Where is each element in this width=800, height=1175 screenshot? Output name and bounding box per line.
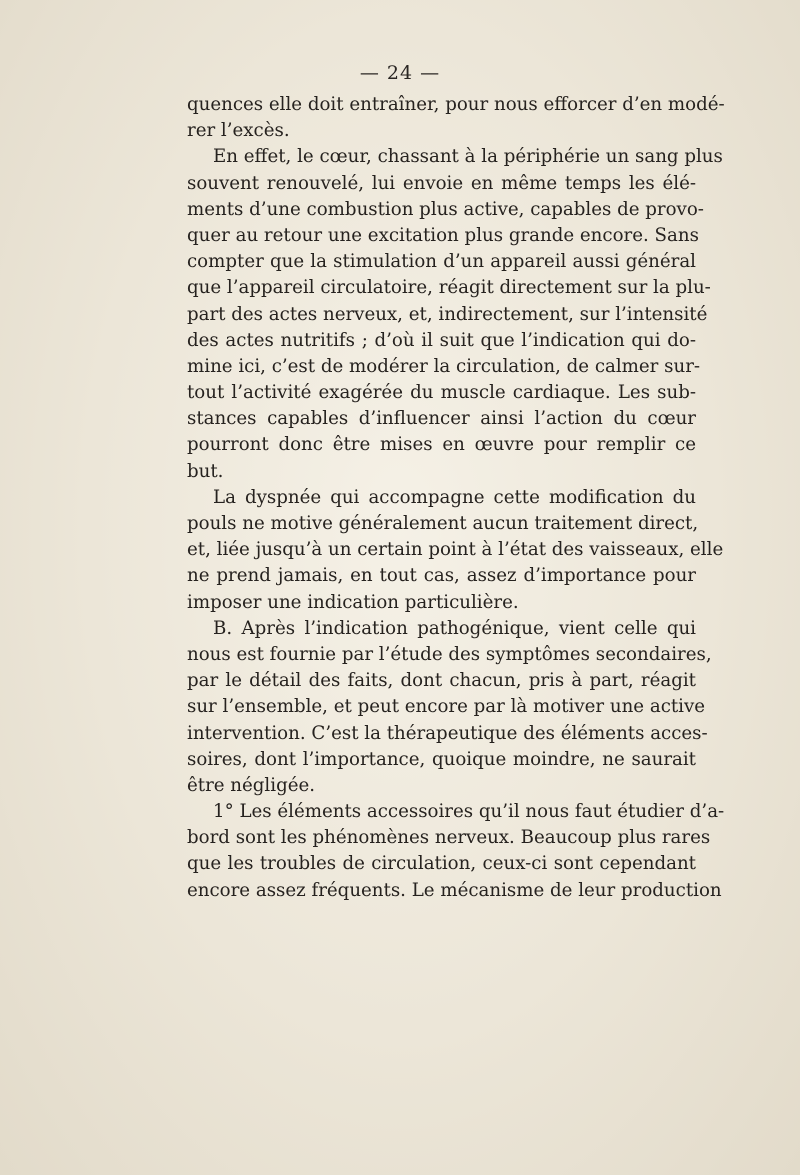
text-line: imposer une indication particulière. [187, 591, 519, 613]
text-line: mine ici, c’est de modérer la circulation, de calmer sur- [187, 355, 701, 377]
text-line: ments d’une combustion plus active, capables de provo- [187, 198, 704, 220]
text-line: quences elle doit entraîner, pour nous efforcer d’en modé- [187, 94, 725, 115]
text-line: rer l’excès. [187, 120, 290, 142]
text-line: pourront donc être mises en œuvre pour remplir ce [187, 434, 696, 456]
text-line: souvent renouvelé, lui envoie en même temps les élé- [187, 172, 696, 194]
text-line: intervention. C’est la thérapeutique des éléments acces- [187, 722, 708, 744]
text-line: que l’appareil circulatoire, réagit directement sur la plu- [187, 277, 711, 299]
text-line: compter que la stimulation d’un appareil aussi général [187, 251, 696, 273]
text-line: stances capables d’influencer ainsi l’action du cœur [187, 408, 696, 430]
text-line: part des actes nerveux, et, indirectement, sur l’intensité [187, 303, 708, 325]
text-line: bord sont les phénomènes nerveux. Beaucoup plus rares [187, 827, 711, 849]
text-line: 1° Les éléments accessoires qu’il nous faut étudier d’a- [213, 801, 725, 823]
text-line: être négligée. [187, 774, 316, 796]
page-number-header: — 24 — [359, 62, 441, 84]
text-line: nous est fournie par l’étude des symptômes secondaires, [187, 643, 712, 665]
text-line: des actes nutritifs ; d’où il suit que l’indication qui do- [187, 329, 696, 351]
text-line: sur l’ensemble, et peut encore par là motiver une active [187, 696, 706, 718]
text-line: pouls ne motive généralement aucun traitement direct, [187, 513, 699, 534]
text-line: encore assez fréquents. Le mécanisme de leur production [187, 879, 722, 901]
text-line: La dyspnée qui accompagne cette modification du [213, 486, 696, 508]
text-line: ne prend jamais, en tout cas, assez d’importance pour [187, 565, 696, 587]
body-text [187, 92, 725, 904]
text-line: B. Après l’indication pathogénique, vient celle qui [213, 617, 696, 639]
text-line: soires, dont l’importance, quoique moindre, ne saurait [187, 748, 696, 770]
text-line: En effet, le cœur, chassant à la périphérie un sang plus [213, 146, 723, 168]
text-line: quer au retour une excitation plus grande encore. Sans [187, 224, 699, 246]
text-line: but. [187, 460, 224, 482]
text-line: tout l’activité exagérée du muscle cardiaque. Les sub- [187, 382, 696, 404]
text-line: et, liée jusqu’à un certain point à l’état des vaisseaux, elle [187, 539, 724, 561]
text-line: que les troubles de circulation, ceux-ci sont cependant [187, 853, 696, 875]
text-line: par le détail des faits, dont chacun, pris à part, réagit [187, 670, 696, 692]
